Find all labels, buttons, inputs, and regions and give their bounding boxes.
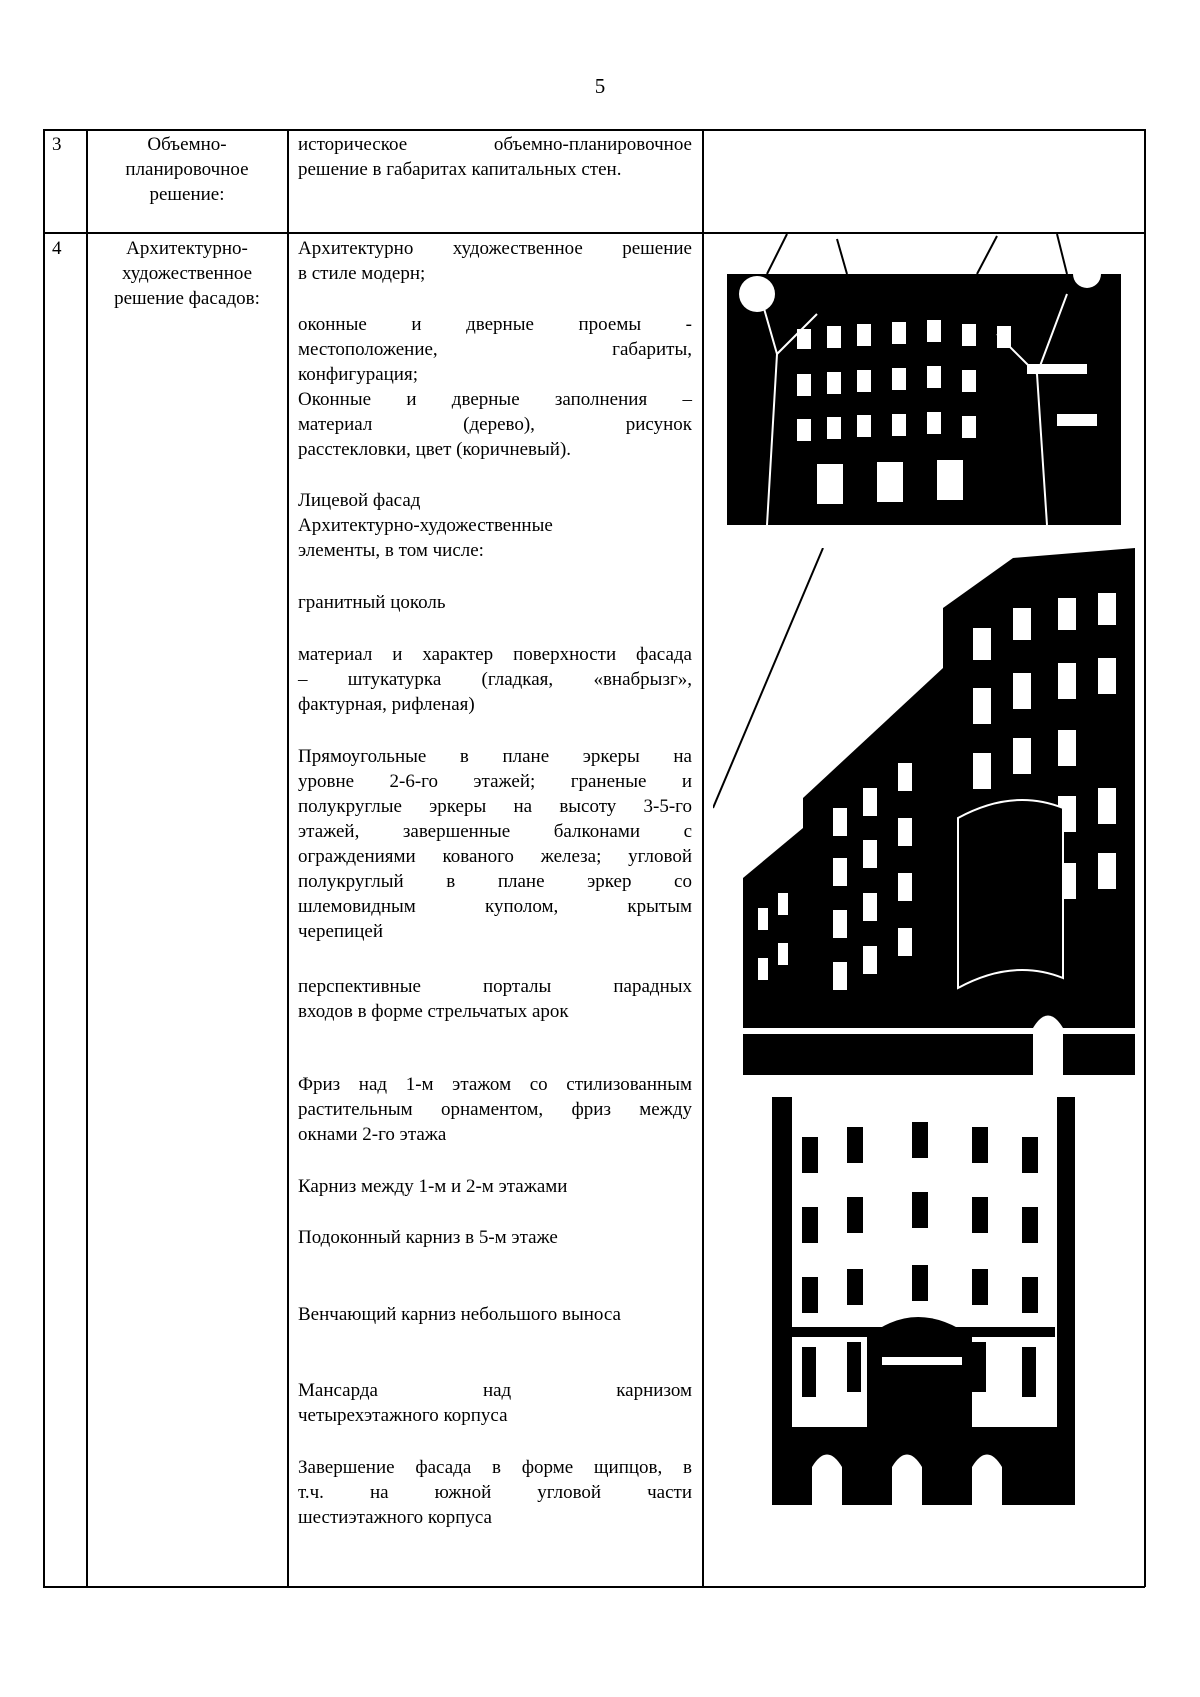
text-line: полукруглый в плане эркер со [298, 871, 692, 892]
table-border-bottom [43, 1586, 1145, 1588]
description-block [298, 590, 692, 615]
row-description [298, 132, 692, 182]
text-line: конфигурация; [298, 364, 418, 385]
building-facade-photo-perspective-icon [713, 548, 1135, 1075]
description-block [298, 1302, 692, 1327]
text-line: Карниз между 1-м и 2-м этажами [298, 1176, 568, 1197]
text-line: ограждениями кованого железа; угловой [298, 846, 692, 867]
text-line: полукруглые эркеры на высоту 3-5-го [298, 796, 692, 817]
text-line: – штукатурка (гладкая, «внабрызг», [298, 669, 692, 690]
text-line: шестиэтажного корпуса [298, 1507, 492, 1528]
description-block [298, 1225, 692, 1250]
text-line: четырехэтажного корпуса [298, 1405, 508, 1426]
text-line: этажей, завершенные балконами с [298, 821, 692, 842]
text-line: Лицевой фасад [298, 490, 421, 511]
building-facade-photo-street-view [727, 234, 1121, 525]
description-block [298, 1378, 692, 1428]
column-divider [43, 129, 45, 1587]
description-block [298, 974, 692, 1024]
building-facade-photo-corner-bay-icon [772, 1097, 1075, 1505]
text-line: Завершение фасада в форме щипцов, в [298, 1457, 692, 1478]
text-line: Архитектурно-художественные [298, 515, 553, 536]
text-line: Фриз над 1-м этажом со стилизованным [298, 1074, 692, 1095]
text-line: растительным орнаментом, фриз между [298, 1099, 692, 1120]
text-line: материал (дерево), рисунок [298, 414, 692, 435]
text-line: решение в габаритах капитальных стен. [298, 159, 622, 180]
description-block [298, 312, 692, 462]
description-block [298, 1455, 692, 1530]
text-line: черепицей [298, 921, 384, 942]
text-line: расстекловки, цвет (коричневый). [298, 439, 572, 460]
building-facade-photo-street-view-icon [727, 234, 1121, 525]
text-line: местоположение, габариты, [298, 339, 692, 360]
text-line: материал и характер поверхности фасада [298, 644, 692, 665]
text-line: гранитный цоколь [298, 592, 446, 613]
text-line: шлемовидным куполом, крытым [298, 896, 692, 917]
text-line: Оконные и дверные заполнения – [298, 389, 692, 410]
row-number: 3 [52, 134, 62, 155]
row-name-cell [92, 236, 282, 311]
text-line: входов в форме стрельчатых арок [298, 1001, 569, 1022]
text-line: историческое объемно-планировочное [298, 134, 692, 155]
column-divider [702, 129, 704, 1587]
text-line: Прямоугольные в плане эркеры на [298, 746, 692, 767]
page-number: 5 [594, 74, 606, 98]
row-name-cell [92, 132, 282, 207]
row-name-line: решение фасадов: [114, 288, 260, 309]
building-facade-photo-perspective [713, 548, 1135, 1075]
row-name-line: решение: [149, 184, 225, 205]
row-name-line: Архитектурно- [126, 238, 248, 259]
text-line: фактурная, рифленая) [298, 694, 475, 715]
row-name-line: Объемно- [147, 134, 227, 155]
text-line: Архитектурно художественное решение [298, 238, 692, 259]
building-facade-photo-corner-bay [772, 1097, 1075, 1505]
row-name-line: планировочное [125, 159, 249, 180]
text-line: перспективные порталы парадных [298, 976, 692, 997]
text-line: элементы, в том числе: [298, 540, 484, 561]
row-name-line: художественное [121, 263, 253, 284]
column-divider [86, 129, 88, 1587]
text-line: оконные и дверные проемы - [298, 314, 692, 335]
text-line: Венчающий карниз небольшого выноса [298, 1304, 621, 1325]
table-border-right [1144, 129, 1146, 1587]
description-block [298, 488, 692, 563]
text-line: т.ч. на южной угловой части [298, 1482, 692, 1503]
text-line: уровне 2-6-го этажей; граненые и [298, 771, 692, 792]
description-block [298, 744, 692, 944]
text-line: Подоконный карниз в 5-м этаже [298, 1227, 558, 1248]
text-line: в стиле модерн; [298, 263, 426, 284]
table-border-top [43, 129, 1145, 131]
column-divider [287, 129, 289, 1587]
row-number: 4 [52, 238, 62, 259]
description-block [298, 642, 692, 717]
text-line: Мансарда над карнизом [298, 1380, 692, 1401]
text-line: окнами 2-го этажа [298, 1124, 447, 1145]
description-block [298, 1072, 692, 1147]
description-block [298, 236, 692, 286]
description-block [298, 1174, 692, 1199]
